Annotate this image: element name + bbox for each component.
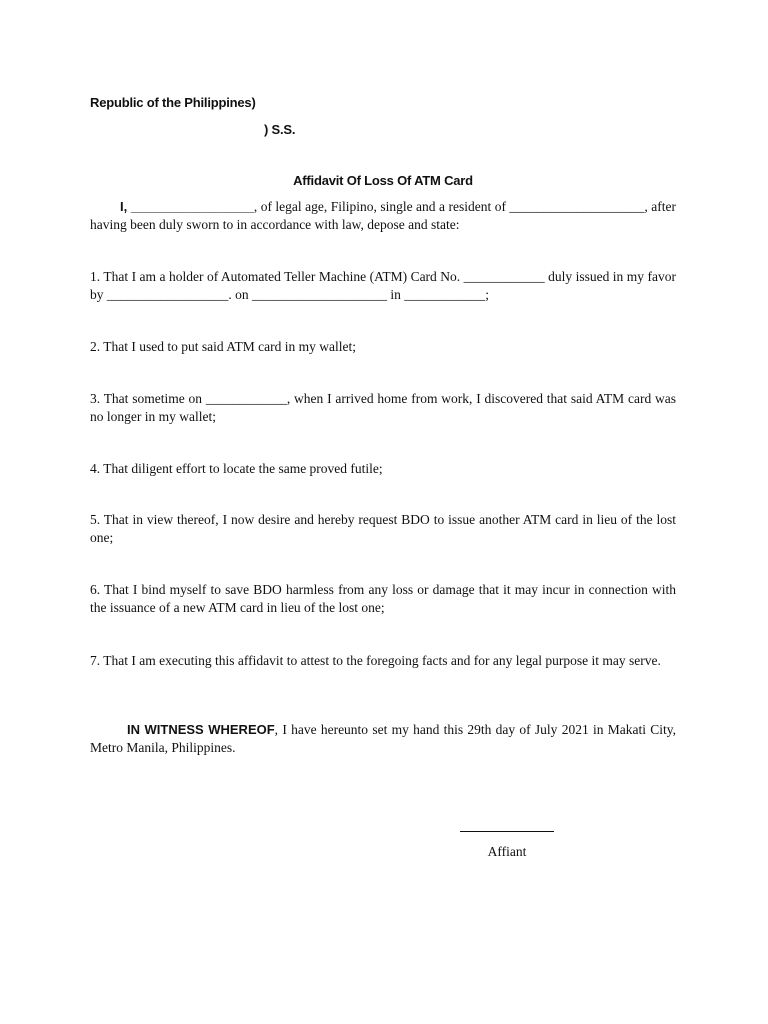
document-title: Affidavit Of Loss Of ATM Card <box>293 173 473 188</box>
item-7: 7. That I am executing this affidavit to attest to the foregoing facts and for any legal purpose it may serve. <box>90 653 661 668</box>
item-2: 2. That I used to put said ATM card in my wallet; <box>90 339 356 354</box>
intro-lead: I, _________________ <box>120 199 254 214</box>
signature-line <box>460 831 554 832</box>
item-5: 5. That in view thereof, I now desire and hereby request BDO to issue another ATM card in lieu of the lost one; <box>90 512 676 545</box>
witness-paragraph <box>90 721 676 757</box>
item-4: 4. That diligent effort to locate the same proved futile; <box>90 461 383 476</box>
intro-text: , of legal age, Filipino, single and a resident of ____________________, after having been duly sworn to in accordance with law, depose and state: <box>90 199 677 232</box>
item-1: 1. That I am a holder of Automated Teller Machine (ATM) Card No. ____________ duly issued in my favor by __________________. on ____________________ in ____________; <box>90 269 676 302</box>
venue-caption: Republic of the Philippines) <box>90 95 256 110</box>
affidavit-page <box>90 0 676 1024</box>
intro-paragraph <box>90 198 676 234</box>
item-6: 6. That I bind myself to save BDO harmless from any loss or damage that it may incur in connection with the issuance of a new ATM card in lieu of the lost one; <box>90 582 676 615</box>
witness-text: , I have hereunto set my hand this 29th day of July 2021 in Makati City, Metro Manila, Philippines. <box>90 722 676 755</box>
ss-caption: ) S.S. <box>264 122 296 137</box>
item-3: 3. That sometime on ____________, when I arrived home from work, I discovered that said ATM card was no longer in my wallet; <box>90 391 676 424</box>
witness-lead: IN WITNESS WHEREOF <box>127 722 275 737</box>
affiant-label: Affiant <box>487 844 527 859</box>
